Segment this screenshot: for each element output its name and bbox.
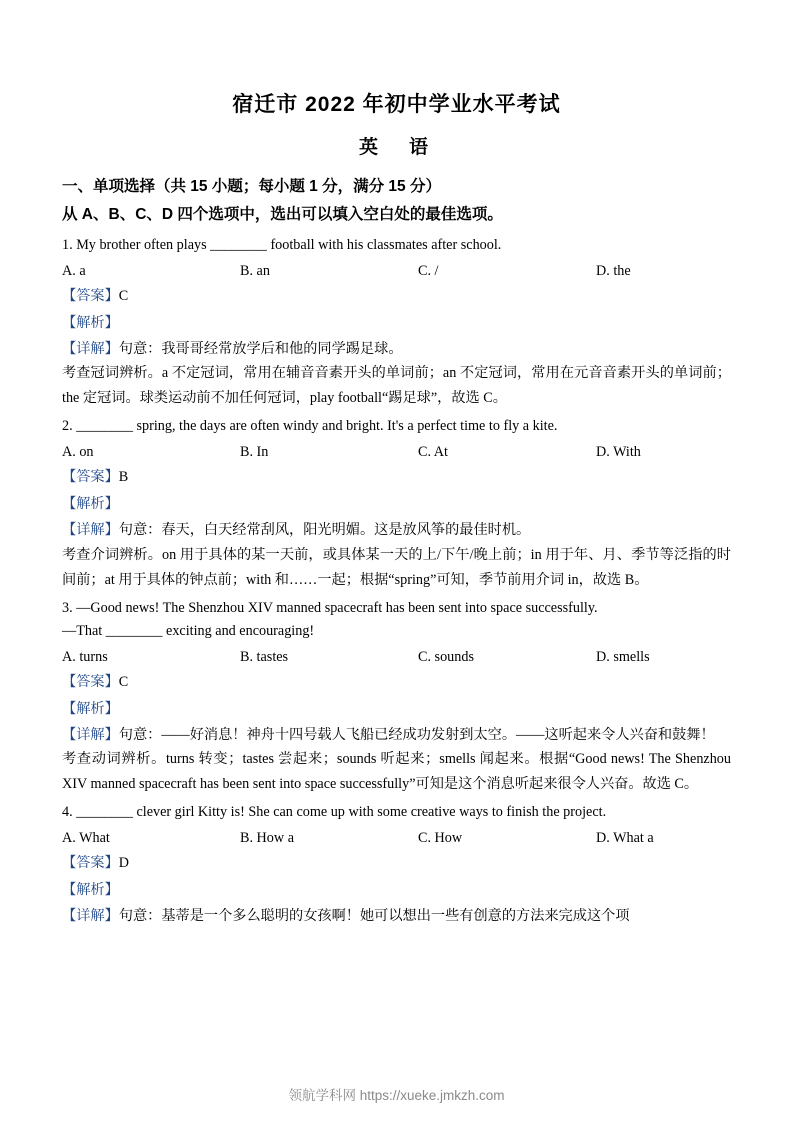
option-d[interactable]: D. With bbox=[596, 444, 641, 461]
detail-label: 【详解】 bbox=[62, 726, 119, 743]
explanation-text: 考查冠词辨析。a 不定冠词，常用在辅音音素开头的单词前；an 不定冠词，常用在元音音素开头的单词前；the 定冠词。球类运动前不加任何冠词，play football“踢足球”，故选 C。 bbox=[62, 365, 731, 407]
answer-label: 【答案】 bbox=[62, 469, 119, 486]
question-options bbox=[62, 827, 731, 850]
question-stem-line2: —That ________ exciting and encouraging! bbox=[62, 622, 315, 639]
answer-line bbox=[62, 464, 731, 491]
answer-label: 【答案】 bbox=[62, 287, 119, 304]
answer-line bbox=[62, 669, 731, 696]
answer-value: C bbox=[118, 673, 129, 690]
option-c[interactable]: C. / bbox=[418, 262, 439, 279]
detail-text: 句意：我哥哥经常放学后和他的同学踢足球。 bbox=[118, 340, 403, 357]
question-block bbox=[62, 234, 731, 412]
analysis-line bbox=[62, 491, 731, 518]
option-d[interactable]: D. What a bbox=[596, 830, 654, 847]
answer-value: B bbox=[118, 469, 129, 486]
option-b[interactable]: B. In bbox=[240, 444, 269, 461]
detail-line bbox=[62, 518, 731, 543]
page-footer: 领航学科网 https://xueke.jmkzh.com bbox=[288, 1088, 505, 1103]
answer-label: 【答案】 bbox=[62, 673, 119, 690]
option-a[interactable]: A. on bbox=[62, 444, 94, 461]
detail-line bbox=[62, 337, 731, 362]
question-options bbox=[62, 260, 731, 283]
option-d[interactable]: D. smells bbox=[596, 648, 650, 665]
explanation-text: 考查动词辨析。turns 转变；tastes 尝起来；sounds 听起来；smells 闻起来。根据“Good news! The Shenzhou XIV manned spacecraft has been sent into space successfully”可知是这个消息听起来很令人兴奋。故选 C。 bbox=[62, 751, 731, 793]
analysis-label: 【解析】 bbox=[62, 882, 119, 899]
page-title: 宿迁市 2022 年初中学业水平考试 bbox=[232, 93, 561, 116]
detail-label: 【详解】 bbox=[62, 522, 119, 539]
answer-label: 【答案】 bbox=[62, 855, 119, 872]
analysis-label: 【解析】 bbox=[62, 496, 119, 513]
answer-value: C bbox=[118, 287, 129, 304]
detail-label: 【详解】 bbox=[62, 340, 119, 357]
analysis-label: 【解析】 bbox=[62, 314, 119, 331]
answer-line bbox=[62, 850, 731, 877]
option-a[interactable]: A. turns bbox=[62, 648, 108, 665]
detail-line bbox=[62, 904, 731, 929]
question-options bbox=[62, 646, 731, 669]
analysis-label: 【解析】 bbox=[62, 700, 119, 717]
section-instruction: 从 A、B、C、D 四个选项中，选出可以填入空白处的最佳选项。 bbox=[62, 205, 503, 223]
question-stem: 3. —Good news! The Shenzhou XIV manned spacecraft has been sent into space successfully. bbox=[62, 599, 598, 616]
analysis-line bbox=[62, 877, 731, 904]
explanation-text: 考查介词辨析。on 用于具体的某一天前，或具体某一天的上/下午/晚上前；in 用于年、月、季节等泛指的时间前；at 用于具体的钟点前；with 和……一起；根据“spring”可知，季节前用介词 in，故选 B。 bbox=[62, 546, 731, 588]
option-d[interactable]: D. the bbox=[596, 262, 631, 279]
detail-text: 句意：基蒂是一个多么聪明的女孩啊！她可以想出一些有创意的方法来完成这个项 bbox=[118, 908, 630, 925]
answer-line bbox=[62, 283, 731, 310]
detail-label: 【详解】 bbox=[62, 908, 119, 925]
question-stem: 1. My brother often plays ________ football with his classmates after school. bbox=[62, 236, 502, 253]
analysis-line bbox=[62, 310, 731, 337]
detail-text: 句意：——好消息！神舟十四号载人飞船已经成功发射到太空。——这听起来令人兴奋和鼓舞！ bbox=[118, 726, 715, 743]
option-a[interactable]: A. a bbox=[62, 262, 86, 279]
option-b[interactable]: B. How a bbox=[240, 830, 294, 847]
option-c[interactable]: C. How bbox=[418, 830, 463, 847]
analysis-line bbox=[62, 696, 731, 723]
question-block bbox=[62, 415, 731, 593]
option-c[interactable]: C. sounds bbox=[418, 648, 474, 665]
section-heading: 一、单项选择（共 15 小题；每小题 1 分，满分 15 分） bbox=[62, 178, 441, 195]
answer-value: D bbox=[118, 855, 130, 872]
question-options bbox=[62, 441, 731, 464]
page-subtitle: 英 语 bbox=[358, 137, 434, 158]
question-block bbox=[62, 597, 731, 798]
question-stem: 2. ________ spring, the days are often windy and bright. It's a perfect time to fly a kite. bbox=[62, 418, 558, 435]
detail-text: 句意：春天，白天经常刮风，阳光明媚。这是放风筝的最佳时机。 bbox=[118, 522, 531, 539]
option-a[interactable]: A. What bbox=[62, 830, 110, 847]
option-c[interactable]: C. At bbox=[418, 444, 448, 461]
detail-line bbox=[62, 723, 731, 748]
option-b[interactable]: B. an bbox=[240, 262, 270, 279]
question-stem: 4. ________ clever girl Kitty is! She can come up with some creative ways to finish the project. bbox=[62, 804, 607, 821]
option-b[interactable]: B. tastes bbox=[240, 648, 289, 665]
question-block bbox=[62, 801, 731, 929]
